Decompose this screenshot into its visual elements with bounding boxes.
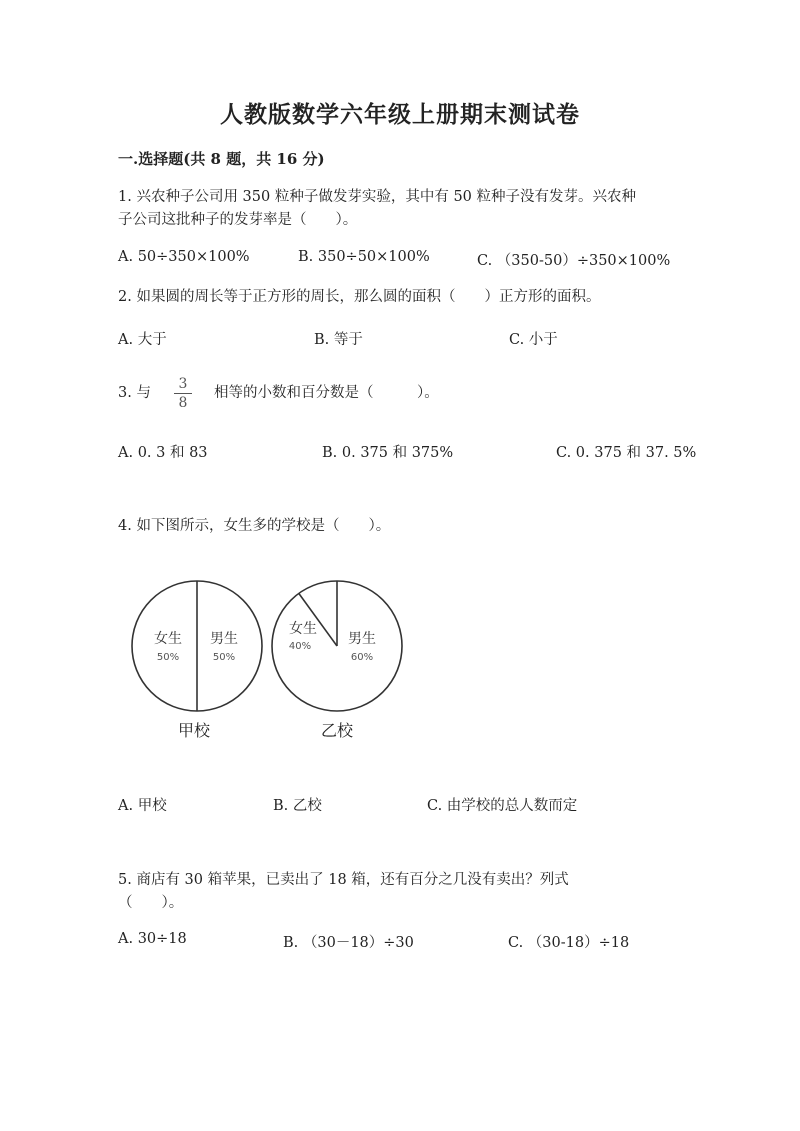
question-5-option-b: B. （30－18）÷30 [283, 935, 414, 951]
question-5-option-a: A. 30÷18 [118, 931, 187, 947]
school-a-girls-label: 女生 [154, 631, 182, 647]
question-2-text: 2. 如果圆的周长等于正方形的周长，那么圆的面积（ ）正方形的面积。 [118, 289, 601, 305]
school-b-girls-pct: 40% [288, 641, 312, 652]
question-5-line-2: （ ）。 [118, 895, 184, 911]
question-1-option-b: B. 350÷50×100% [298, 249, 430, 265]
question-3-option-a: A. 0. 3 和 83 [118, 445, 208, 461]
question-4-text: 4. 如下图所示，女生多的学校是（ ）。 [118, 518, 391, 534]
question-5-option-c: C. （30-18）÷18 [508, 935, 630, 951]
question-3-option-c: C. 0. 375 和 37. 5% [556, 445, 697, 461]
school-b-boys-label: 男生 [348, 631, 376, 647]
question-1-line-1: 1. 兴农种子公司用 350 粒种子做发芽实验，其中有 50 粒种子没有发芽。兴农种 [118, 189, 637, 205]
school-a-name: 甲校 [177, 721, 211, 740]
page-title: 人教版数学六年级上册期末测试卷 [220, 101, 580, 128]
school-a-boys-pct: 50% [212, 652, 236, 663]
question-1-line-2: 子公司这批种子的发芽率是（ ）。 [118, 212, 358, 228]
question-3-option-b: B. 0. 375 和 375% [322, 445, 454, 461]
question-5-line-1: 5. 商店有 30 箱苹果，已卖出了 18 箱，还有百分之几没有卖出？列式 [118, 872, 569, 888]
question-1-option-a: A. 50÷350×100% [118, 249, 250, 265]
fraction-numerator: 3 [178, 376, 188, 392]
school-a-girls-pct: 50% [156, 652, 180, 663]
question-3-suffix: 相等的小数和百分数是（ ）。 [214, 385, 439, 401]
question-1-option-c: C. （350-50）÷350×100% [477, 253, 671, 269]
question-2-option-c: C. 小于 [509, 332, 558, 348]
question-4-option-c: C. 由学校的总人数而定 [427, 798, 578, 814]
school-b-boys-pct: 60% [350, 652, 374, 663]
school-b-girls-label: 女生 [289, 621, 317, 637]
question-4-option-b: B. 乙校 [273, 798, 322, 814]
fraction-denominator: 8 [178, 395, 188, 411]
question-3-prefix: 3. 与 [118, 385, 151, 401]
section-heading: 一.选择题(共 8 题，共 16 分) [118, 150, 325, 168]
question-2-option-b: B. 等于 [314, 332, 363, 348]
question-2-option-a: A. 大于 [118, 332, 167, 348]
school-b-name: 乙校 [320, 721, 354, 740]
school-a-boys-label: 男生 [210, 631, 238, 647]
question-4-option-a: A. 甲校 [118, 798, 167, 814]
